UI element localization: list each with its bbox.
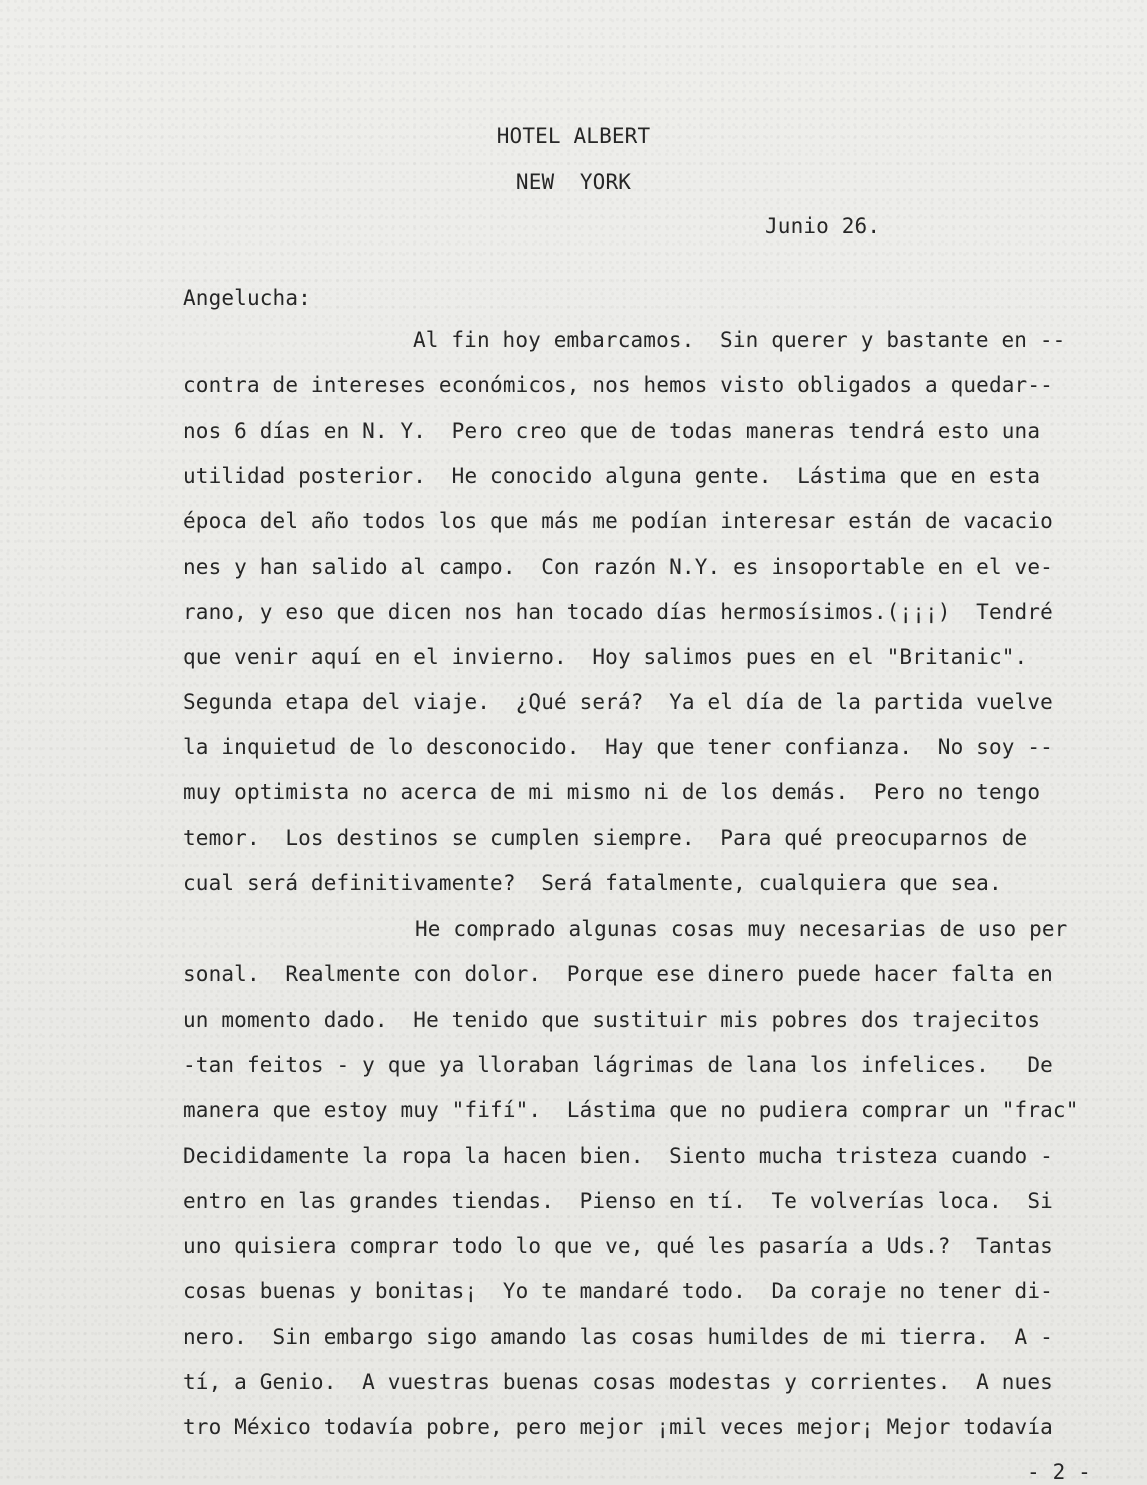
body-line: tro México todavía pobre, pero mejor ¡mil veces mejor¡ Mejor todavía [183,1415,1053,1439]
body-line: Segunda etapa del viaje. ¿Qué será? Ya el día de la partida vuelve [183,690,1053,714]
body-line: manera que estoy muy "fifí". Lástima que no pudiera comprar un "frac" [183,1098,1079,1122]
body-line: sonal. Realmente con dolor. Porque ese dinero puede hacer falta en [183,962,1053,986]
letter-date: Junio 26. [765,214,881,238]
body-line: nero. Sin embargo sigo amando las cosas humildes de mi tierra. A - [183,1325,1053,1349]
salutation: Angelucha: [183,286,311,310]
body-line: que venir aquí en el invierno. Hoy salimos pues en el "Britanic". [183,645,1028,669]
body-line: rano, y eso que dicen nos han tocado días hermosísimos.(¡¡¡) Tendré [183,600,1053,624]
body-line: cosas buenas y bonitas¡ Yo te mandaré todo. Da coraje no tener di- [183,1279,1053,1303]
body-line: temor. Los destinos se cumplen siempre. Para qué preocuparnos de [183,826,1028,850]
page-number: - 2 - [1027,1460,1091,1484]
body-line: cual será definitivamente? Será fatalmente, cualquiera que sea. [183,871,1002,895]
body-line: contra de intereses económicos, nos hemos visto obligados a quedar-- [183,373,1053,397]
body-line: nos 6 días en N. Y. Pero creo que de todas maneras tendrá esto una [183,419,1041,443]
body-line: la inquietud de lo desconocido. Hay que tener confianza. No soy -- [183,735,1053,759]
body-line: -tan feitos - y que ya lloraban lágrimas de lana los infelices. De [183,1053,1053,1077]
letterhead-hotel: HOTEL ALBERT [496,124,651,148]
body-line: Al fin hoy embarcamos. Sin querer y bastante en -- [413,328,1066,352]
body-line: muy optimista no acerca de mi mismo ni de los demás. Pero no tengo [183,780,1041,804]
body-line: tí, a Genio. A vuestras buenas cosas modestas y corrientes. A nues [183,1370,1053,1394]
body-line: utilidad posterior. He conocido alguna gente. Lástima que en esta [183,464,1041,488]
body-line: un momento dado. He tenido que sustituir mis pobres dos trajecitos [183,1008,1041,1032]
body-line: He comprado algunas cosas muy necesarias de uso per [415,917,1068,941]
body-line: entro en las grandes tiendas. Pienso en tí. Te volverías loca. Si [183,1189,1053,1213]
body-line: época del año todos los que más me podían interesar están de vacacio [183,509,1053,533]
body-line: Decididamente la ropa la hacen bien. Siento mucha tristeza cuando - [183,1144,1053,1168]
letterhead-city: NEW YORK [515,170,632,194]
body-line: nes y han salido al campo. Con razón N.Y. es insoportable en el ve- [183,555,1053,579]
body-line: uno quisiera comprar todo lo que ve, qué les pasaría a Uds.? Tantas [183,1234,1053,1258]
